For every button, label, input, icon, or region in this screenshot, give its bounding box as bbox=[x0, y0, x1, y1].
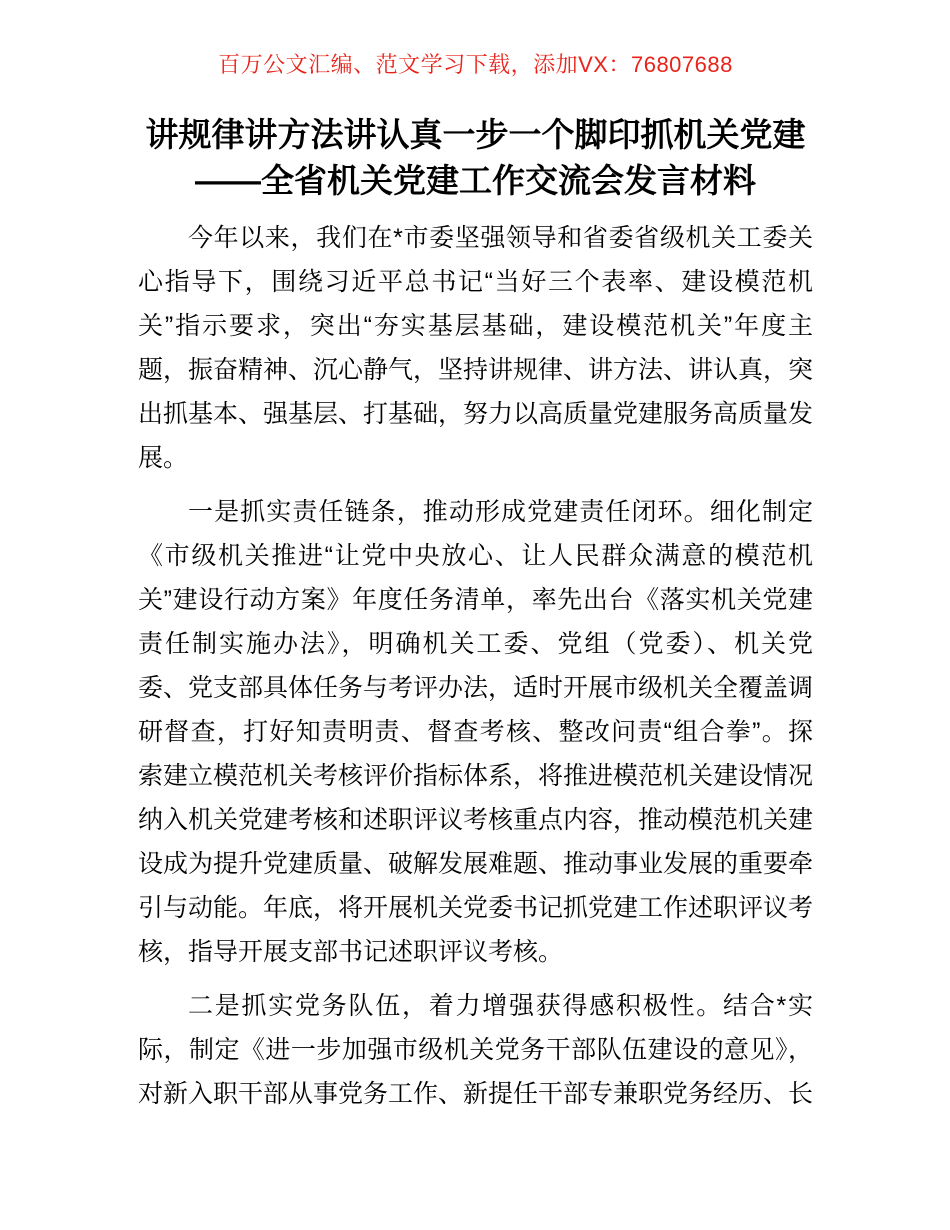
text-line: 出抓基本、强基层、打基础，努力以高质量党建服务高质量发 bbox=[138, 400, 814, 428]
text-line: 关”指示要求，突出“夯实基层基础，建设模范机关”年度主 bbox=[138, 312, 813, 340]
text-line: 核，指导开展支部书记述职评议考核。 bbox=[138, 938, 564, 966]
text-line: 关”建设行动方案》年度任务清单，率先出台《落实机关党建 bbox=[138, 586, 813, 614]
text-line: 《市级机关推进“让党中央放心、让人民群众满意的模范机 bbox=[138, 542, 813, 570]
text-line: 委、党支部具体任务与考评办法，适时开展市级机关全覆盖调 bbox=[138, 674, 814, 702]
text-line: 二是抓实党务队伍，着力增强获得感积极性。结合*实 bbox=[188, 992, 813, 1020]
text-line: 索建立模范机关考核评价指标体系，将推进模范机关建设情况 bbox=[138, 762, 814, 790]
paragraph-1 bbox=[138, 216, 813, 480]
text-line: 际，制定《进一步加强市级机关党务干部队伍建设的意见》， bbox=[138, 1036, 813, 1064]
watermark-text: 百万公文汇编、范文学习下载，添加VX：76807688 bbox=[218, 52, 733, 77]
paragraph-3 bbox=[138, 984, 813, 1116]
text-line: 心指导下，围绕习近平总书记“当好三个表率、建设模范机 bbox=[138, 268, 813, 296]
text-line: 设成为提升党建质量、破解发展难题、推动事业发展的重要牵 bbox=[138, 850, 814, 878]
text-line: 题，振奋精神、沉心静气，坚持讲规律、讲方法、讲认真，突 bbox=[138, 356, 814, 384]
text-line: 研督查，打好知责明责、督查考核、整改问责“组合拳”。探 bbox=[138, 718, 813, 746]
document-body bbox=[138, 216, 813, 1116]
text-line: 展。 bbox=[138, 444, 189, 472]
text-line: 今年以来，我们在*市委坚强领导和省委省级机关工委关 bbox=[188, 224, 813, 252]
document-title bbox=[138, 112, 813, 204]
watermark-banner bbox=[138, 50, 813, 80]
text-line: 一是抓实责任链条，推动形成党建责任闭环。细化制定 bbox=[188, 498, 813, 526]
title-line-2: ——全省机关党建工作交流会发言材料 bbox=[195, 162, 756, 199]
text-line: 责任制实施办法》，明确机关工委、党组（党委）、机关党 bbox=[138, 630, 813, 658]
text-line: 引与动能。年底，将开展机关党委书记抓党建工作述职评议考 bbox=[138, 894, 814, 922]
title-line-1: 讲规律讲方法讲认真一步一个脚印抓机关党建 bbox=[145, 116, 806, 153]
text-line: 对新入职干部从事党务工作、新提任干部专兼职党务经历、长 bbox=[138, 1080, 814, 1108]
paragraph-2 bbox=[138, 490, 813, 974]
text-line: 纳入机关党建考核和述职评议考核重点内容，推动模范机关建 bbox=[138, 806, 814, 834]
